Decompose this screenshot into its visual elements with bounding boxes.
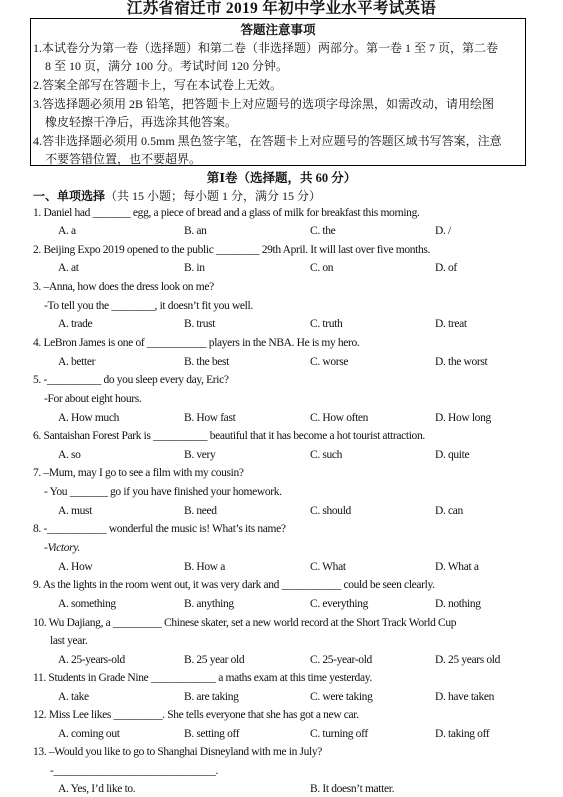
instruction-line: 不要答错位置，也不要超界。 — [45, 152, 202, 166]
option-d: D. treat — [435, 318, 467, 330]
option-c: C. everything — [310, 598, 369, 610]
option-a: A. How — [58, 561, 93, 573]
option-a: A. at — [58, 262, 79, 274]
option-c: C. the — [310, 225, 336, 237]
instruction-line: 橡皮轻擦干净后，再选涂其他答案。 — [45, 115, 238, 129]
option-b: B. anything — [184, 598, 234, 610]
option-b: B. 25 year old — [184, 654, 245, 666]
question-stem: 9. As the lights in the room went out, it was very dark and ___________ could be seen clearly. — [33, 579, 435, 591]
part-note: （共 15 小题；每小题 1 分，满分 15 分） — [105, 189, 322, 203]
option-a: A. a — [58, 225, 76, 237]
option-b: B. How fast — [184, 412, 236, 424]
instructions-heading: 答题注意事项 — [240, 23, 316, 37]
question-line: -To tell you the ________, it doesn’t fit you well. — [44, 300, 253, 312]
option-c: C. worse — [310, 356, 349, 368]
instruction-line: 2.答案全部写在答题卡上，写在本试卷上无效。 — [33, 78, 283, 92]
option-c: C. How often — [310, 412, 369, 424]
instruction-line: 1.本试卷分为第一卷（选择题）和第二卷（非选择题）两部分。第一卷 1 至 7 页，第二卷 — [33, 41, 499, 55]
question-stem: 1. Daniel had _______ egg, a piece of bread and a glass of milk for breakfast this morning. — [33, 207, 420, 219]
question-stem: 10. Wu Dajiang, a _________ Chinese skater, set a new world record at the Short Track World Cup — [33, 617, 457, 629]
option-b: B. need — [184, 505, 217, 517]
option-b: B. the best — [184, 356, 230, 368]
option-a: A. Yes, I’d like to. — [58, 783, 136, 795]
option-d: D. How long — [435, 412, 491, 424]
question-stem: 13. –Would you like to go to Shanghai Disneyland with me in July? — [33, 746, 323, 758]
option-a: A. How much — [58, 412, 119, 424]
question-stem: 7. –Mum, may I go to see a film with my cousin? — [33, 467, 244, 479]
option-b: B. How a — [184, 561, 225, 573]
exam-title: 江苏省宿迁市 2019 年初中学业水平考试英语 — [126, 0, 437, 17]
option-d: D. What a — [435, 561, 479, 573]
option-c: C. should — [310, 505, 351, 517]
section-title: 第Ⅰ卷（选择题，共 60 分） — [206, 171, 357, 185]
option-b: B. very — [184, 449, 216, 461]
part-label: 一、单项选择 — [33, 189, 106, 203]
question-line: last year. — [50, 635, 88, 647]
option-c: C. truth — [310, 318, 343, 330]
option-d: D. quite — [435, 449, 470, 461]
question-line: -______________________________. — [50, 765, 219, 777]
instruction-line: 8 至 10 页，满分 100 分。考试时间 120 分钟。 — [45, 59, 289, 73]
question-line: - You _______ go if you have finished your homework. — [44, 486, 282, 498]
option-c: C. were taking — [310, 691, 373, 703]
option-a: A. so — [58, 449, 81, 461]
question-stem: 12. Miss Lee likes _________. She tells everyone that she has got a new car. — [33, 709, 359, 721]
question-stem: 3. –Anna, how does the dress look on me? — [33, 281, 214, 293]
option-c: C. such — [310, 449, 343, 461]
option-c: C. on — [310, 262, 334, 274]
option-b: B. in — [184, 262, 205, 274]
option-d: D. taking off — [435, 728, 490, 740]
option-a: A. something — [58, 598, 116, 610]
question-line: -For about eight hours. — [44, 393, 142, 405]
question-stem: 4. LeBron James is one of ___________ players in the NBA. He is my hero. — [33, 337, 360, 349]
option-a: A. 25-years-old — [58, 654, 125, 666]
option-b: B. setting off — [184, 728, 240, 740]
option-a: A. take — [58, 691, 89, 703]
option-d: D. have taken — [435, 691, 494, 703]
option-b: B. an — [184, 225, 207, 237]
option-b: B. trust — [184, 318, 216, 330]
question-stem: 11. Students in Grade Nine ____________ a maths exam at this time yesterday. — [33, 672, 372, 684]
option-a: A. must — [58, 505, 92, 517]
option-d: D. of — [435, 262, 457, 274]
option-c: C. What — [310, 561, 346, 573]
option-d: D. nothing — [435, 598, 481, 610]
option-a: A. better — [58, 356, 96, 368]
question-stem: 6. Santaishan Forest Park is __________ beautiful that it has become a hot tourist attraction. — [33, 430, 425, 442]
option-c: C. turning off — [310, 728, 368, 740]
instruction-line: 4.答非选择题必须用 0.5mm 黑色签字笔，在答题卡上对应题号的答题区域书写答案，注意 — [33, 134, 502, 148]
option-c: C. 25-year-old — [310, 654, 372, 666]
option-b: B. are taking — [184, 691, 239, 703]
question-stem: 5. -__________ do you sleep every day, Eric? — [33, 374, 229, 386]
instruction-line: 3.答选择题必须用 2B 铅笔，把答题卡上对应题号的选项字母涂黑，如需改动，请用绘图 — [33, 97, 495, 111]
option-d: D. can — [435, 505, 463, 517]
question-line: -Victory. — [44, 542, 80, 554]
question-stem: 8. -___________ wonderful the music is! What’s its name? — [33, 523, 286, 535]
option-d: D. 25 years old — [435, 654, 501, 666]
instructions-box — [30, 18, 526, 166]
option-a: A. trade — [58, 318, 93, 330]
option-a: A. coming out — [58, 728, 120, 740]
part-heading — [33, 187, 321, 204]
option-b: B. It doesn’t matter. — [310, 783, 395, 795]
option-d: D. the worst — [435, 356, 488, 368]
option-d: D. / — [435, 225, 451, 237]
question-stem: 2. Beijing Expo 2019 opened to the public ________ 29th April. It will last over five months. — [33, 244, 431, 256]
